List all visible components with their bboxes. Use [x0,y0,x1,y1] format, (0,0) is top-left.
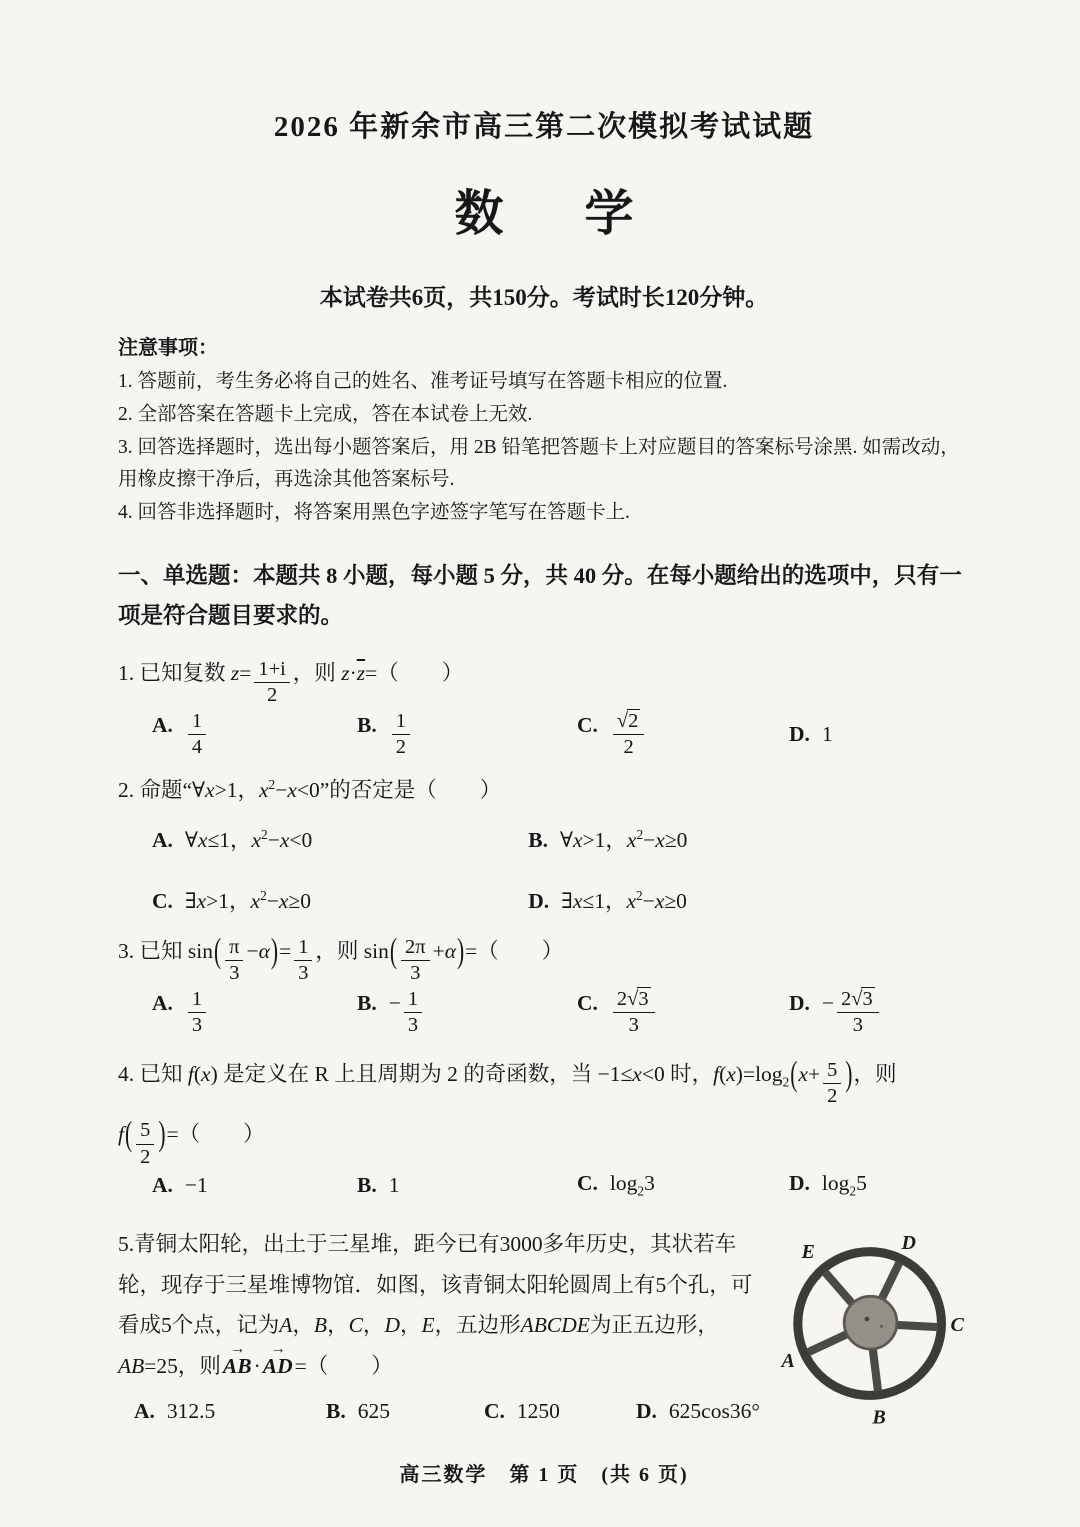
option-label: D. [789,1171,810,1196]
wheel-label-C: C [950,1313,964,1336]
hub-hole [865,1316,870,1321]
option-5d [636,1399,760,1424]
question-4-options [118,1171,970,1199]
option-value: − $\frac{1}{3}$ [389,991,425,1015]
option-1b [357,710,577,760]
question-3-options [118,988,970,1038]
option-1d [789,722,970,747]
exam-title: 2026 年新余市高三第二次模拟考试试题 [273,111,815,143]
option-4d [789,1171,970,1199]
wheel-label-B: B [872,1406,886,1429]
option-label: B. [326,1399,346,1424]
option-2d [528,884,970,915]
option-3c [577,988,789,1038]
notice-item: 2. 全部答案在答题卡上完成，答在本试卷上无效. [118,404,533,426]
option-label: D. [789,990,810,1015]
notice-item: 3. 回答选择题时，选出每小题答案后，用 2B 铅笔把答题卡上对应题目的答案标号涂黑. 如需改动，用橡皮擦干净后，再选涂其他答案标号. [118,437,960,490]
option-value: $\frac{2√3}{3}$ [610,991,658,1015]
option-value: −1 [184,1173,208,1198]
wheel-label-A: A [781,1349,795,1372]
option-value: $\log_23$ [609,1171,655,1199]
option-5a [134,1399,326,1424]
option-value: 625cos36° [668,1399,760,1424]
option-label: C. [577,1171,598,1196]
notice-item: 1. 答题前，考生务必将自己的姓名、准考证号填写在答题卡相应的位置. [118,371,728,392]
question-1-stem: 1. 已知复数 z= $\frac{1+i}{2}$ ，则 $z\cdot\overline{z}=$（ ） [118,657,464,707]
option-label: B. [357,712,377,737]
option-label: A. [134,1399,155,1424]
option-value: − $\frac{2√3}{3}$ [822,991,882,1015]
option-label: A. [152,1173,173,1198]
question-5-stem: 5.青铜太阳轮，出土于三星堆，距今已有3000多年历史，其状若车轮，现存于三星堆博物馆．如图，该青铜太阳轮圆周上有5个孔，可看成5个点，记为A，B，C，D，E，五边形ABCDE为正五边形，AB=25，则AB →·AD →=（ ） [118,1224,760,1387]
option-label: B. [528,827,548,852]
option-3a [152,988,357,1038]
option-value: $\frac{1}{2}$ [389,713,413,737]
option-5c [484,1399,636,1424]
option-value: 1 [821,722,833,747]
section-heading: 一、单选题：本题共 8 小题，每小题 5 分，共 40 分。在每小题给出的选项中，只有一项是符合题目要求的。 [118,562,962,629]
option-label: D. [789,722,810,747]
option-label: A. [152,827,173,852]
option-label: C. [152,888,173,913]
option-1a [152,710,357,760]
wheel-label-D: D [901,1231,916,1254]
option-4c [577,1171,789,1199]
option-label: B. [357,1173,377,1198]
option-value: ∀x≤1，$x^2-x<0$ [184,826,313,852]
option-label: C. [577,990,598,1015]
question-1 [118,647,970,760]
question-1-options [118,710,970,760]
option-3b [357,988,577,1038]
notices-title: 注意事项： [118,337,218,359]
question-4-stem: 4. 已知 f(x) 是定义在 R 上且周期为 2 的奇函数，当 −1≤x<0 时，$f(x)=\log_2(x+$ $\frac{5}{2}$ )，则 [118,1054,897,1107]
option-2a [152,823,528,854]
option-value: ∃x>1，$x^2-x\ge 0$ [184,887,311,913]
question-2-options [118,823,970,915]
sun-wheel-figure [776,1226,976,1432]
notice-item: 4. 回答非选择题时，将答案用黑色字迹签字笔写在答题卡上. [118,501,630,523]
option-value: ∀x>1，$x^2-x\ge 0$ [559,826,688,852]
wheel-hub [844,1296,897,1349]
option-value: 312.5 [166,1399,216,1424]
option-label: B. [357,990,377,1015]
notices-block [118,332,970,528]
option-2b [528,823,970,854]
option-3d [789,988,970,1038]
wheel-label-E: E [801,1240,815,1263]
option-label: D. [528,888,550,913]
exam-meta: 本试卷共6页，共150分。考试时长120分钟。 [319,285,769,310]
question-4 [118,1048,970,1200]
question-4-stem-continued: f( $\frac{5}{2}$ )=（ ） [118,1115,265,1168]
option-value: $\frac{1}{3}$ [185,991,209,1015]
page-footer: 高三数学 第 1 页 (共 6 页) [399,1463,689,1486]
hub-mark [880,1324,884,1328]
question-5-options [118,1399,760,1424]
option-label: A. [152,712,173,737]
question-3-stem: 3. 已知 sin( $\frac{\pi}{3}$ −α)= $\frac{1}{3}$ ，则 sin( $\frac{2\pi}{3}$ +α)=（ ） [118,931,564,985]
sun-wheel-image [776,1226,976,1432]
option-4a [152,1173,357,1198]
subject-title: 数 学 [454,186,650,241]
option-value: $\frac{1}{4}$ [185,713,209,737]
option-value: 1 [388,1173,400,1198]
option-label: A. [152,990,173,1015]
question-5 [118,1224,970,1432]
option-value: $\log_25$ [821,1171,867,1199]
option-label: C. [484,1399,505,1424]
option-4b [357,1173,577,1198]
option-1c [577,710,789,760]
question-2-stem: 2. 命题“∀x>1，$x^2-x<0$”的否定是（ ） [118,776,502,802]
option-2c [152,884,528,915]
option-label: D. [636,1399,657,1424]
question-5-text [118,1224,760,1424]
question-3 [118,925,970,1038]
option-value: $\frac{√2}{2}$ [610,713,647,737]
option-value: 1250 [516,1399,560,1424]
option-label: C. [577,712,598,737]
option-value: 625 [357,1399,390,1424]
option-value: ∃x≤1，$x^2-x\ge 0$ [561,887,687,913]
option-5b [326,1399,484,1424]
question-2 [118,770,970,915]
